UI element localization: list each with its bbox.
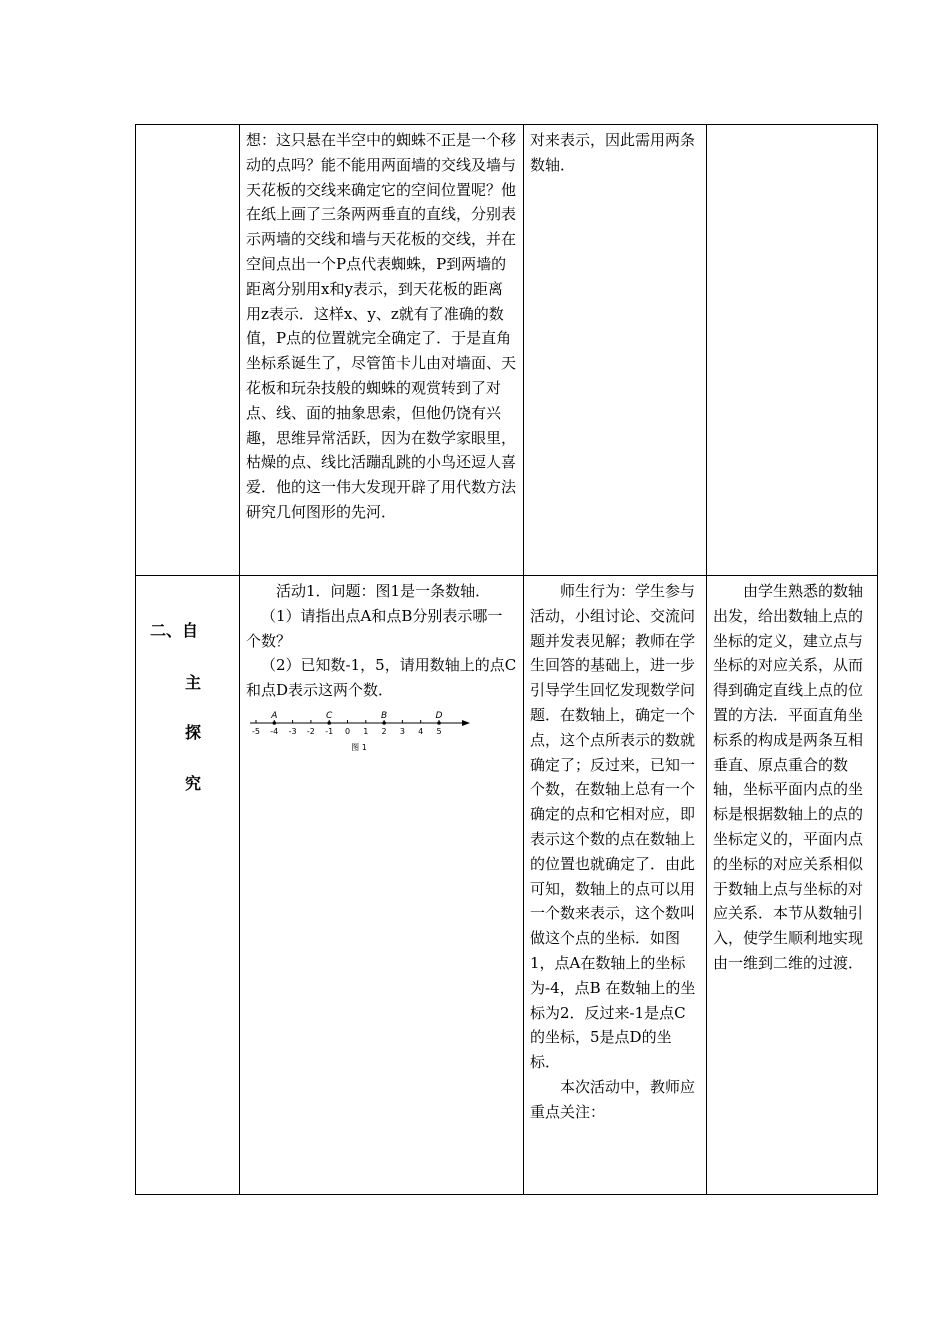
section-char: 主 <box>185 673 202 692</box>
descartes-story-text: 想：这只悬在半空中的蜘蛛不正是一个移动的点吗？能不能用两面墙的交线及墙与天花板的交线来确定它的空间位置呢？他在纸上画了三条两两垂直的直线，分别表示两墙的交线和墙与天花板的交线，并在空间点出一个P点代表蜘蛛，P到两墙的距离分别用x和y表示，到天花板的距离用z表示．这样x、y、z就有了准确的数值，P点的位置就完全确定了．于是直角坐标系诞生了，尽管笛卡儿由对墙面、天花板和玩杂技般的蜘蛛的观赏转到了对点、线、面的抽象思索，但他仍饶有兴趣，思维异常活跃，因为在数学家眼里，枯燥的点、线比活蹦乱跳的小鸟还逗人喜爱．他的这一伟大发现开辟了用代数方法研究几何图形的先河． <box>246 131 517 521</box>
table-row <box>136 576 878 1195</box>
behavior-text: 师生行为：学生参与活动，小组讨论、交流问题并发表见解；教师在学生回答的基础上，进一步引导学生回忆发现数学问题．在数轴上，确定一个点，这个点所表示的数就确定了；反过来，已知一个数，在数轴上总有一个确定的点和它相对应，即表示这个数的点在数轴上的位置也就确定了．由此可知，数轴上的点可以用一个数来表示，这个数叫做这个点的坐标．如图1，点A在数轴上的坐标为-4，点B 在数轴上的坐标为2．反过来-1是点C的坐标，5是点D的坐标． <box>530 582 696 1072</box>
activity-title: 活动1．问题：图1是一条数轴． <box>276 582 491 600</box>
teacher-student-behavior-cell <box>524 576 707 1195</box>
tick-label: -4 <box>270 726 279 736</box>
tick-label: -2 <box>306 726 315 736</box>
design-intent-text: 由学生熟悉的数轴出发，给出数轴上点的坐标的定义，建立点与坐标的对应关系，从而得到确定直线上点的位置的方法．平面直角坐标系的构成是两条互相垂直、原点重合的数轴，坐标平面内点的坐标是根据数轴上的点的坐标定义的，平面内点的坐标的对应关系相似于数轴上点与坐标的对应关系．本节从数轴引入，使学生顺利地实现由一维到二维的过渡． <box>713 582 864 972</box>
tick-label: 2 <box>381 726 387 736</box>
teacher-action-text: 对来表示，因此需用两条数轴． <box>530 131 696 174</box>
section-cell-empty <box>136 125 240 576</box>
design-intent-cell <box>707 576 878 1195</box>
tick-label: 1 <box>363 726 369 736</box>
story-text-cell <box>240 125 524 576</box>
tick-label: 0 <box>344 726 351 736</box>
number-line-figure <box>248 709 470 753</box>
section-char: 究 <box>185 774 202 793</box>
number-line-ticks <box>252 720 442 736</box>
figure-caption: 图 1 <box>351 742 367 752</box>
section-number: 二、自 <box>150 621 199 640</box>
tick-label: -3 <box>288 726 297 736</box>
point-label: C <box>326 710 333 721</box>
tick-label: 5 <box>436 726 442 736</box>
section-title-cell <box>136 576 240 1195</box>
point-marker <box>273 721 277 725</box>
teacher-focus-text: 本次活动中，教师应重点关注： <box>530 1077 696 1121</box>
tick-label: 3 <box>399 726 405 736</box>
number-line-arrow <box>462 720 470 726</box>
section-char: 探 <box>185 723 202 742</box>
point-marker <box>437 721 441 725</box>
point-label: A <box>271 710 278 721</box>
point-label: D <box>435 710 443 721</box>
tick-label: -5 <box>252 726 260 736</box>
point-marker <box>327 721 331 725</box>
design-intent-cell-empty <box>707 125 878 576</box>
tick-label: 4 <box>418 726 424 736</box>
point-marker <box>382 721 386 725</box>
lesson-plan-table <box>135 124 878 1195</box>
teacher-action-cell <box>524 125 707 576</box>
question-2: （2）已知数-1，5，请用数轴上的点C和点D表示这两个数． <box>246 656 517 700</box>
activity-cell <box>240 576 524 1195</box>
question-1: （1）请指出点A和点B分别表示哪一个数？ <box>246 606 503 650</box>
tick-label: -1 <box>325 726 334 736</box>
point-label: B <box>381 710 388 721</box>
table-row <box>136 125 878 576</box>
